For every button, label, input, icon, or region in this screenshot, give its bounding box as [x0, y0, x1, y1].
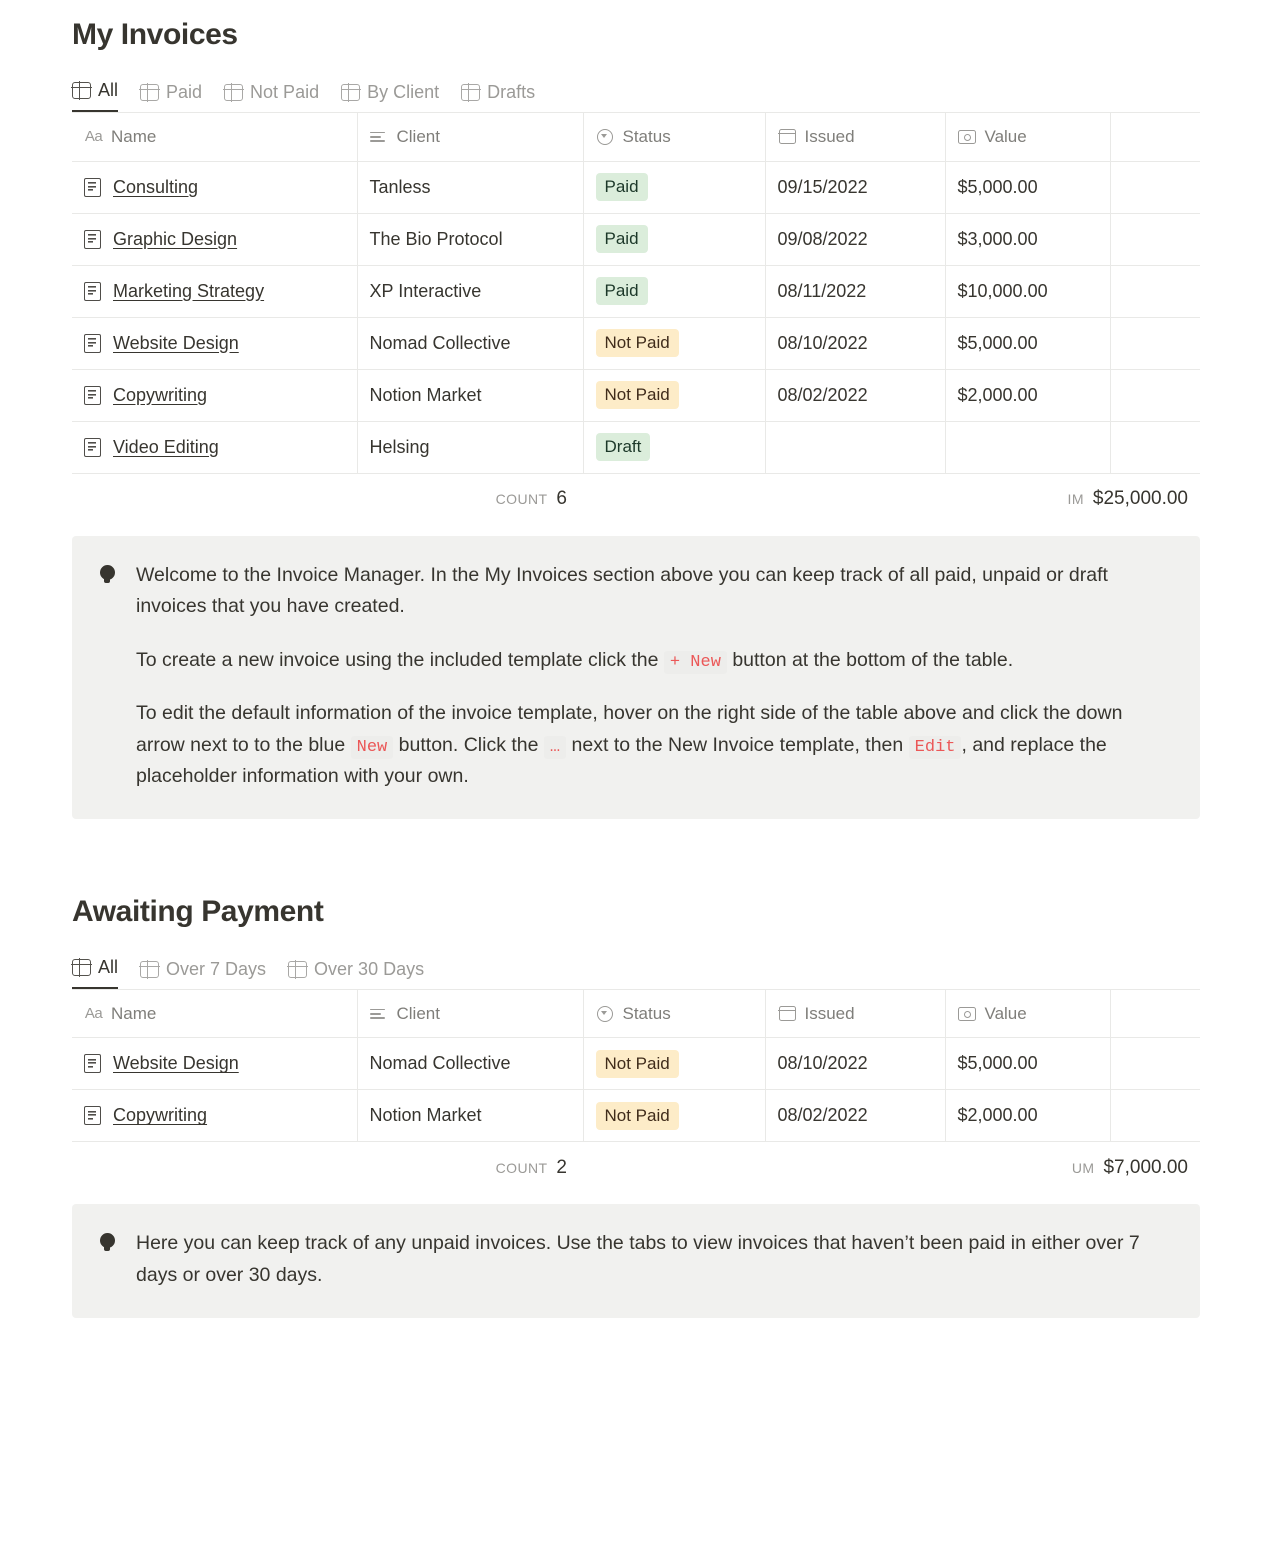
cell-status[interactable] — [583, 161, 765, 213]
cell-status[interactable] — [583, 317, 765, 369]
invoice-page-icon — [84, 282, 101, 301]
table-row[interactable] — [72, 1090, 1200, 1142]
table-row[interactable] — [72, 1038, 1200, 1090]
tab-label: Drafts — [487, 82, 536, 102]
view-tabs-my-invoices — [72, 72, 1200, 113]
cell-value[interactable]: $5,000.00 — [945, 1038, 1110, 1090]
ellipsis-code: … — [544, 736, 566, 759]
lightbulb-icon — [94, 560, 120, 590]
cell-issued[interactable]: 09/08/2022 — [765, 213, 945, 265]
tab-label: All — [98, 956, 119, 977]
select-circle-icon — [596, 127, 615, 146]
table-row[interactable] — [72, 161, 1200, 213]
sum-aggregate[interactable]: IM $25,000.00 — [1067, 488, 1188, 509]
column-header-value[interactable]: Value — [945, 990, 1110, 1038]
column-header-name[interactable]: Aa Name — [72, 113, 357, 161]
invoice-page-icon — [84, 230, 101, 249]
row-title[interactable]: Graphic Design — [113, 228, 238, 249]
cell-client[interactable]: Nomad Collective — [357, 1038, 583, 1090]
cell-status[interactable] — [583, 213, 765, 265]
tab-over-7-days[interactable] — [140, 959, 266, 989]
cell-name[interactable] — [72, 1038, 357, 1090]
tab-all-awaiting[interactable] — [72, 957, 118, 989]
text-lines-icon — [370, 1004, 389, 1023]
cell-client[interactable]: Notion Market — [357, 369, 583, 421]
cell-blank — [1110, 1090, 1200, 1142]
page-title-awaiting-payment: Awaiting Payment — [72, 894, 324, 928]
callout-invoice-manager — [72, 536, 1200, 819]
table-row[interactable] — [72, 369, 1200, 421]
column-header-value[interactable]: Value — [945, 113, 1110, 161]
invoice-page-icon — [84, 386, 101, 405]
cell-issued[interactable] — [765, 421, 945, 473]
status-badge: Paid — [596, 225, 648, 254]
text-lines-icon — [370, 127, 389, 146]
status-badge: Not Paid — [596, 1050, 679, 1079]
callout-paragraph-1: Welcome to the Invoice Manager. In the My Invoices section above you can keep track of all paid, unpaid or draft invoices that you have created. — [136, 563, 1108, 618]
tab-label: All — [98, 80, 119, 100]
column-header-client[interactable]: Client — [357, 990, 583, 1038]
cell-name[interactable] — [72, 317, 357, 369]
row-title[interactable]: Website Design — [113, 1053, 239, 1074]
cell-status[interactable] — [583, 1090, 765, 1142]
column-header-issued[interactable]: Issued — [765, 113, 945, 161]
callout-paragraph-2: To create a new invoice using the included template click the + New button at the bottom of the table. — [136, 648, 1014, 672]
tab-over-30-days[interactable] — [288, 959, 424, 989]
cell-client[interactable]: Tanless — [357, 161, 583, 213]
cell-value[interactable]: $2,000.00 — [945, 369, 1110, 421]
status-badge: Paid — [596, 173, 648, 202]
column-header-client[interactable]: Client — [357, 113, 583, 161]
cell-issued[interactable]: 08/02/2022 — [765, 369, 945, 421]
table-view-icon — [140, 84, 159, 101]
status-badge: Not Paid — [596, 381, 679, 410]
invoice-page-icon — [84, 1106, 101, 1125]
invoices-table — [72, 113, 1200, 474]
callout-paragraph-1: Here you can keep track of any unpaid invoices. Use the tabs to view invoices that haven’t been paid in either over 7 days or over 30 days. — [136, 1232, 1140, 1287]
table-view-icon — [72, 959, 91, 976]
cell-blank — [1110, 213, 1200, 265]
table-view-icon — [72, 82, 91, 99]
row-title[interactable]: Copywriting — [113, 384, 208, 405]
cell-client[interactable]: XP Interactive — [357, 265, 583, 317]
currency-icon — [958, 1004, 977, 1023]
column-header-issued[interactable]: Issued — [765, 990, 945, 1038]
cell-value[interactable]: $10,000.00 — [945, 265, 1110, 317]
cell-value[interactable]: $2,000.00 — [945, 1090, 1110, 1142]
callout-paragraph-3: To edit the default information of the invoice template, hover on the right side of the table above and click the down arrow next to to the blue New button. Click the … next to the New Invoice template, then Edit , and replace the placeholder information with your own. — [136, 702, 1123, 788]
count-aggregate[interactable]: COUNT 6 — [495, 488, 567, 509]
table-header-row — [72, 113, 1200, 161]
tab-label: Not Paid — [250, 82, 320, 102]
cell-client[interactable]: The Bio Protocol — [357, 213, 583, 265]
row-title[interactable]: Website Design — [113, 332, 239, 353]
cell-status[interactable] — [583, 265, 765, 317]
status-badge: Paid — [596, 277, 648, 306]
tab-label: Over 30 Days — [314, 958, 425, 979]
invoice-page-icon — [84, 1054, 101, 1073]
cell-blank — [1110, 421, 1200, 473]
table-row[interactable] — [72, 265, 1200, 317]
cell-issued[interactable]: 08/10/2022 — [765, 317, 945, 369]
awaiting-payment-table — [72, 990, 1200, 1143]
cell-value[interactable]: $5,000.00 — [945, 317, 1110, 369]
sum-aggregate[interactable]: UM $7,000.00 — [1071, 1156, 1188, 1178]
cell-issued[interactable]: 08/11/2022 — [765, 265, 945, 317]
status-badge: Draft — [596, 433, 651, 462]
row-title[interactable]: Video Editing — [113, 436, 219, 457]
cell-name[interactable] — [72, 369, 357, 421]
cell-issued[interactable]: 08/02/2022 — [765, 1090, 945, 1142]
view-tabs-awaiting-payment — [72, 949, 1200, 990]
cell-status[interactable] — [583, 421, 765, 473]
calendar-icon — [778, 1004, 797, 1023]
select-circle-icon — [596, 1004, 615, 1023]
cell-value[interactable] — [945, 421, 1110, 473]
edit-code: Edit — [909, 736, 962, 759]
table-view-icon — [140, 961, 159, 978]
cell-blank — [1110, 369, 1200, 421]
cell-name[interactable] — [72, 161, 357, 213]
count-aggregate[interactable]: COUNT 2 — [495, 1156, 567, 1178]
cell-blank — [1110, 161, 1200, 213]
calendar-icon — [778, 127, 797, 146]
cell-status[interactable] — [583, 369, 765, 421]
tab-not-paid[interactable] — [224, 82, 319, 112]
column-header-status[interactable]: Status — [583, 113, 765, 161]
tab-label: By Client — [367, 82, 440, 102]
row-title[interactable]: Copywriting — [113, 1105, 208, 1126]
row-title[interactable]: Consulting — [113, 176, 199, 197]
cell-value[interactable]: $3,000.00 — [945, 213, 1110, 265]
new-button-code: + New — [664, 651, 727, 674]
aggregation-row-invoices — [72, 474, 1200, 526]
table-row[interactable] — [72, 213, 1200, 265]
cell-name[interactable] — [72, 1090, 357, 1142]
status-badge: Not Paid — [596, 1102, 679, 1131]
callout-awaiting-payment — [72, 1204, 1200, 1317]
column-header-status[interactable]: Status — [583, 990, 765, 1038]
cell-client[interactable]: Notion Market — [357, 1090, 583, 1142]
text-aa-icon: Aa — [84, 1005, 103, 1023]
table-view-icon — [461, 84, 480, 101]
cell-issued[interactable]: 09/15/2022 — [765, 161, 945, 213]
cell-blank — [1110, 1038, 1200, 1090]
table-row[interactable] — [72, 421, 1200, 473]
tab-by-client[interactable] — [341, 82, 439, 112]
cell-name[interactable] — [72, 421, 357, 473]
cell-client[interactable]: Helsing — [357, 421, 583, 473]
table-view-icon — [224, 84, 243, 101]
table-row[interactable] — [72, 317, 1200, 369]
status-badge: Not Paid — [596, 329, 679, 358]
table-header-row — [72, 990, 1200, 1038]
aggregation-row-awaiting — [72, 1142, 1200, 1194]
table-view-icon — [288, 961, 307, 978]
invoice-page-icon — [84, 438, 101, 457]
cell-client[interactable]: Nomad Collective — [357, 317, 583, 369]
column-header-name[interactable]: Aa Name — [72, 990, 357, 1038]
cell-issued[interactable]: 08/10/2022 — [765, 1038, 945, 1090]
column-header-blank[interactable] — [1110, 113, 1200, 161]
cell-blank — [1110, 265, 1200, 317]
table-view-icon — [341, 84, 360, 101]
tab-label: Paid — [166, 82, 203, 102]
tab-label: Over 7 Days — [166, 958, 267, 979]
page-title-my-invoices: My Invoices — [72, 18, 238, 51]
new-code: New — [351, 736, 394, 759]
cell-name[interactable] — [72, 213, 357, 265]
cell-status[interactable] — [583, 1038, 765, 1090]
tab-all[interactable] — [72, 80, 118, 112]
cell-blank — [1110, 317, 1200, 369]
column-header-blank[interactable] — [1110, 990, 1200, 1038]
text-aa-icon: Aa — [84, 128, 103, 146]
lightbulb-icon — [94, 1228, 120, 1258]
tab-paid[interactable] — [140, 82, 202, 112]
cell-value[interactable]: $5,000.00 — [945, 161, 1110, 213]
row-title[interactable]: Marketing Strategy — [113, 280, 265, 301]
invoice-page-icon — [84, 178, 101, 197]
tab-drafts[interactable] — [461, 82, 535, 112]
invoice-page-icon — [84, 334, 101, 353]
currency-icon — [958, 127, 977, 146]
cell-name[interactable] — [72, 265, 357, 317]
